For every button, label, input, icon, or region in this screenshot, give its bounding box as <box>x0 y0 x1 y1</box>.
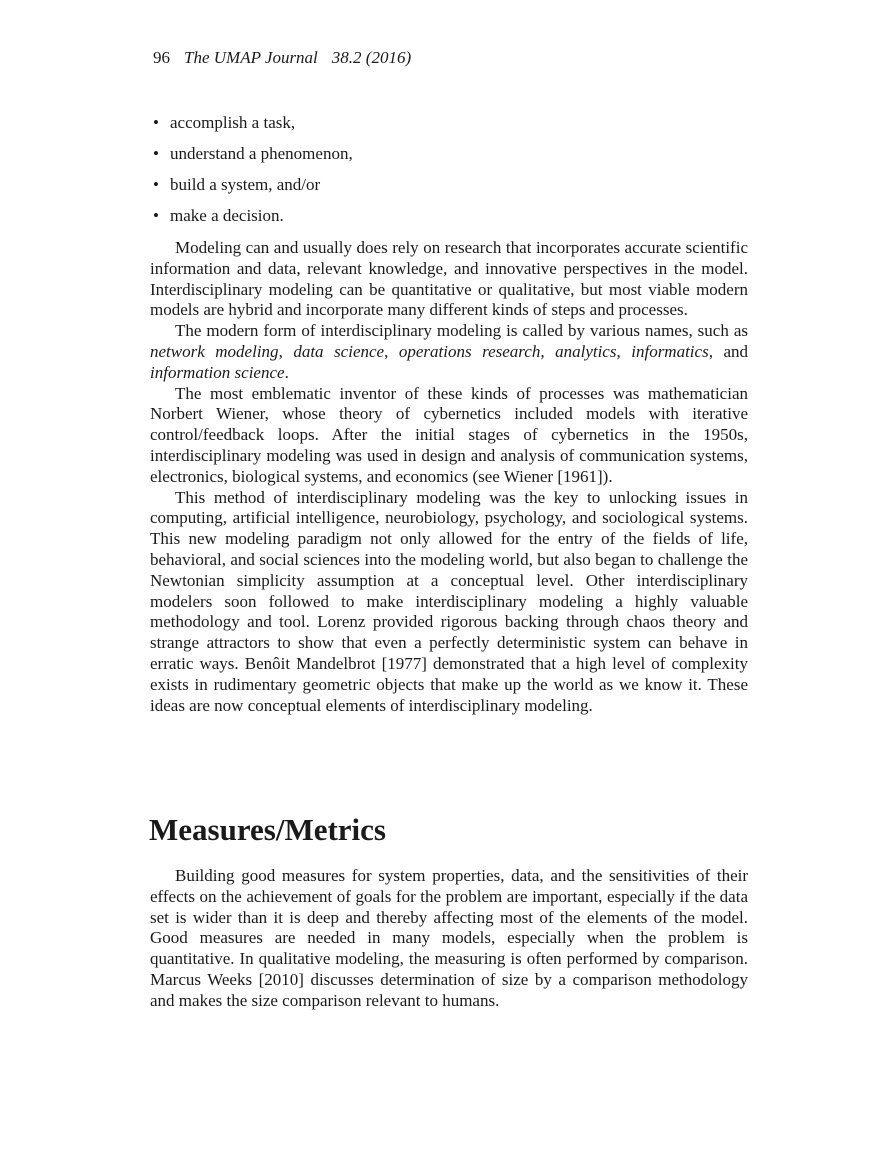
journal-volume: 38.2 (2016) <box>331 48 412 67</box>
paragraph: Modeling can and usually does rely on research that incorporates accurate scientific information and data, relevant knowledge, and innovative perspectives in the model. Interdisciplinary modeling can be quantitative or qualitative, but most viable modern models are hybrid and incorporate many different kinds of steps and processes. <box>150 238 748 320</box>
page-number: 96 <box>153 48 170 67</box>
running-head <box>153 48 411 68</box>
section-heading: Measures/Metrics <box>149 812 386 847</box>
paragraph: This method of interdisciplinary modeling was the key to unlocking issues in computing, artificial intelligence, neurobiology, psychology, and sociological systems. This new modeling paradigm not only allowed for the entry of the fields of life, behavioral, and social sciences into the modeling world, but also began to challenge the Newtonian simplicity assumption at a conceptual level. Other interdisciplinary modelers soon followed to make interdisciplinary modeling a highly valuable methodology and tool. Lorenz provided rigorous backing through chaos theory and strange attractors to show that even a perfectly deterministic system can behave in erratic ways. Benôit Mandelbrot [1977] demonstrated that a high level of complexity exists in rudimentary geometric objects that make up the world as we know it. These ideas are now conceptual elements of interdisciplinary modeling. <box>150 487 748 715</box>
term-network-modeling: network modeling <box>150 341 279 361</box>
paragraph: The most emblematic inventor of these kinds of processes was mathematician Norbert Wiener, whose theory of cybernetics included models with iterative control/feedback loops. After the initial stages of cybernetics in the 1950s, interdisciplinary modeling was used in design and analysis of communication systems, electronics, biological systems, and economics (see Wiener [1961]). <box>150 383 748 486</box>
term-informatics: informatics <box>631 341 709 361</box>
journal-title: The UMAP Journal <box>184 48 318 67</box>
section-body <box>150 866 748 1012</box>
bullet-icon: • <box>153 144 159 163</box>
paragraph: The modern form of interdisciplinary modeling is called by various names, such as network modeling, data science, operations research, analytics, informatics, and information science. <box>150 321 749 382</box>
list-item: • make a decision. <box>153 206 284 225</box>
bullet-list <box>153 112 353 236</box>
list-item: • accomplish a task, <box>153 113 296 132</box>
bullet-icon: • <box>153 175 159 194</box>
bullet-icon: • <box>153 206 159 225</box>
body-text <box>150 238 748 716</box>
list-item: • understand a phenomenon, <box>153 144 353 163</box>
term-analytics: analytics <box>555 341 617 361</box>
term-data-science: data science <box>293 341 385 361</box>
list-item: • build a system, and/or <box>153 175 321 194</box>
term-operations-research: operations research <box>398 341 541 361</box>
bullet-icon: • <box>153 113 159 132</box>
paragraph: Building good measures for system properties, data, and the sensitivities of their effects on the achievement of goals for the problem are important, especially if the data set is wider than it is deep and thereby affecting most of the elements of the model. Good measures are needed in many models, especially when the problem is quantitative. In qualitative modeling, the measuring is often performed by comparison. Marcus Weeks [2010] discusses determination of size by a comparison methodology and makes the size comparison relevant to humans. <box>150 866 748 1010</box>
term-information-science: information science <box>150 362 285 382</box>
